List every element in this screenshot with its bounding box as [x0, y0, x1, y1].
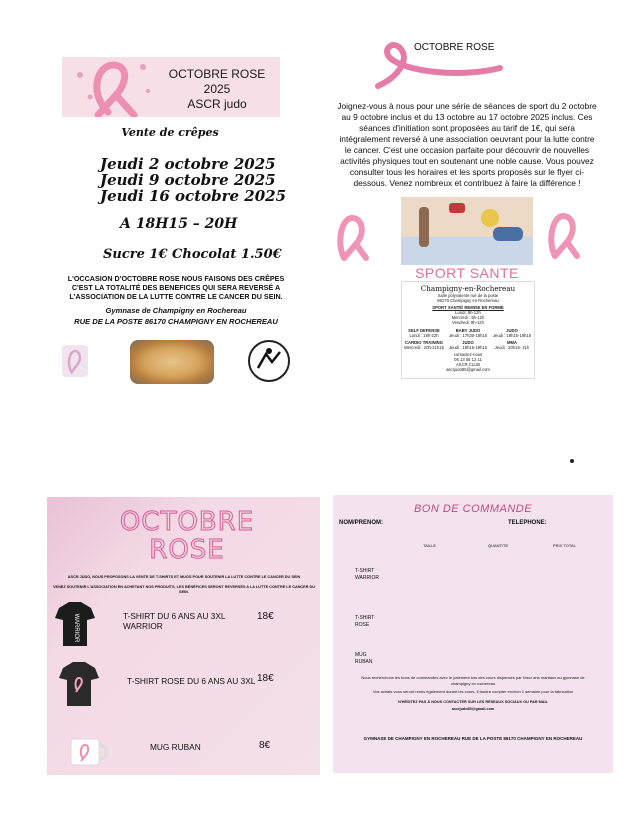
- nom-prenom-label: NOM/PRENOM:: [339, 520, 383, 526]
- date-2: Jeudi 9 octobre 2025: [100, 171, 276, 189]
- club-logo: [248, 340, 290, 382]
- item-3-price: 8€: [259, 740, 271, 751]
- sport-photo: [401, 197, 533, 265]
- order-email: ascrjudo85@gmail.com: [451, 707, 495, 711]
- item-1-label-2: WARRIOR: [123, 621, 163, 631]
- sport-place-sub1: Salle polyvalente rue de la poste: [437, 293, 499, 298]
- crepes-notice: L'OCCASION D'OCTOBRE ROSE NOUS FAISONS DES CRÊPES C'EST LA TOTALITÉ DES BENEFICES QUI SERA REVERSÉ A L'ASSOCIATION DE LA LUTTE CONTRE LE CANCER DU SEIN.: [67, 274, 285, 301]
- crepes-photo: [130, 340, 214, 384]
- crepes-banner: [62, 57, 280, 117]
- col-taille: TAILLE: [423, 543, 437, 548]
- svg-text:WARRIOR: WARRIOR: [73, 613, 79, 643]
- telephone-label: TELEPHONE:: [508, 520, 547, 526]
- crepes-prices: Sucre 1€ Chocolat 1.50€: [103, 247, 282, 262]
- item-3-label: MUG RUBAN: [150, 742, 201, 752]
- sport-section: SPORT SANTÉ/ REMISE EN FORME: [432, 305, 504, 310]
- sport-grid: SELF DEFENSE Lundi : 19h-22h BABY JUDO Jeudi : 17h30-18h15 JUDO Jeudi : 18h15-19h15 CARDIO TRAINING Mercredi : 20h-21h15 JUDO Jeudi : 19h15-19h15 MMA Jeudi : 20h15- 21h: [404, 328, 532, 350]
- sport-phone: 06 13 56 12 11: [454, 357, 482, 362]
- order-note-4: N'HÉSITEZ PAS À NOUS CONTACTER SUR LES RÉSEAUX SOCIAUX OU PAR MAIL: [398, 700, 548, 704]
- sport-schedule-2: Mercredi : 9h-12h: [451, 315, 485, 320]
- sport-contact-label: contactez-nous: [453, 352, 483, 357]
- item-2-price: 18€: [257, 673, 274, 684]
- col-quantite: QUANTITE: [488, 543, 509, 548]
- order-title-2: ROSE: [149, 535, 225, 565]
- pink-ribbon-icon: [68, 57, 158, 117]
- sport-email: ascrjudo85@gmail.com: [446, 367, 490, 372]
- order-note-3: Vos achats vous seront remis également durant les cours, il faudra compter environ 1 semaine pour la fabrication: [372, 689, 574, 694]
- sport-schedule-1: Lundi: 9h-12h: [455, 310, 481, 315]
- row-tshirt-rose: T-SHIRT ROSE: [355, 615, 375, 628]
- col-prix-total: PRIX TOTAL: [553, 543, 576, 548]
- pink-ribbon-right-icon: [543, 210, 583, 260]
- crepes-address: RUE DE LA POSTE 86170 CHAMPIGNY EN ROCHEREAU: [74, 317, 278, 326]
- row-tshirt-warrior: T-SHIRT WARRIOR: [355, 568, 379, 581]
- sport-sante-title: SPORT SANTE: [401, 265, 533, 281]
- warrior-tshirt-icon: [53, 600, 97, 648]
- order-form-sheet: [333, 495, 613, 773]
- banner-line3: ASCR judo: [187, 97, 247, 111]
- row-mug-ruban: MUG RUBAN: [355, 652, 373, 665]
- sport-schedule-3: Vendredi: 9h-12h: [452, 320, 484, 325]
- item-2-label: T-SHIRT ROSE DU 6 ANS AU 3XL: [127, 676, 256, 686]
- order-note-2: champigny en rochereau: [450, 681, 496, 686]
- order-note-1: Nous recherchons les bons de commandes avec le paiement lors des cours dispensés par l'ascr arts martiaux au gymnase de: [361, 675, 585, 680]
- item-1-price: 18€: [257, 611, 274, 622]
- order-blurb-1: ASCR JUDO, NOUS PROPOSONS LA VENTE DE T-SHIRTS ET MUGS POUR SOUTENIR LA LUTTE CONTRE LE CANCER DU SEIN: [67, 575, 301, 579]
- right-flyer-paragraph: Joignez-vous à nous pour une série de séances de sport du 2 octobre au 9 octobre inclus et du 13 octobre au 17 octobre 2025 inclus. Ces séances d'initiation sont proposées au tarif de 1€, qui sera intégralement reversé à une association oeuvrant pour la lutte contre le cancer. C'est une occasion parfaite pour découvrir de nouvelles activités physiques tout en soutenant une noble cause. Vous pouvez consulter tous les horaires et les sports proposés sur le flyer ci- dessous. Venez nombreux et contribuez à faire la différence !: [337, 101, 597, 188]
- item-1-label-1: T-SHIRT DU 6 ANS AU 3XL: [123, 611, 226, 621]
- date-3: Jeudi 16 octobre 2025: [100, 187, 287, 205]
- long-ribbon-icon: [370, 38, 510, 98]
- small-ribbon-icon: [62, 345, 88, 377]
- banner-line2: 2025: [203, 82, 231, 96]
- crepes-time: A 18H15 – 20H: [120, 216, 238, 232]
- judo-logo-icon: [250, 342, 288, 380]
- ribbon-decoration: [62, 345, 88, 377]
- banner-line1: OCTOBRE ROSE: [168, 67, 266, 81]
- right-flyer-title: OCTOBRE ROSE: [414, 42, 495, 53]
- scan-dot: [570, 459, 574, 463]
- sport-place-sub2: 86170 Champigny en Rochereau: [437, 298, 499, 303]
- sport-website: ASCR.CLUB: [456, 362, 480, 367]
- crepes-subtitle: Vente de crêpes: [121, 126, 219, 139]
- sport-card: [401, 281, 535, 379]
- order-title-1: OCTOBRE: [119, 507, 255, 537]
- order-address: GYMNASE DE CHAMPIGNY EN ROCHEREAU RUE DE LA POSTE 86170 CHAMPIGNY EN ROCHEREAU: [363, 736, 583, 741]
- order-left-sheet: [47, 497, 320, 775]
- sport-place: Champigny-en-Rochereau: [420, 284, 516, 293]
- order-blurb-2: VENEZ SOUTENIR L'ASSOCIATION EN ACHETANT NOS PRODUITS, LES BÉNÉFICES SERONT REVERSÉS A LA LUTTE CONTRE LE CANCER DU SEIN.: [53, 585, 315, 594]
- date-1: Jeudi 2 octobre 2025: [100, 155, 276, 173]
- crepes-venue: Gymnase de Champigny en Rochereau: [105, 306, 247, 315]
- mug-icon: [67, 733, 111, 769]
- pink-ribbon-left-icon: [332, 212, 372, 262]
- pink-tshirt-icon: [57, 660, 101, 708]
- order-form-title: BON DE COMMANDE: [413, 503, 533, 515]
